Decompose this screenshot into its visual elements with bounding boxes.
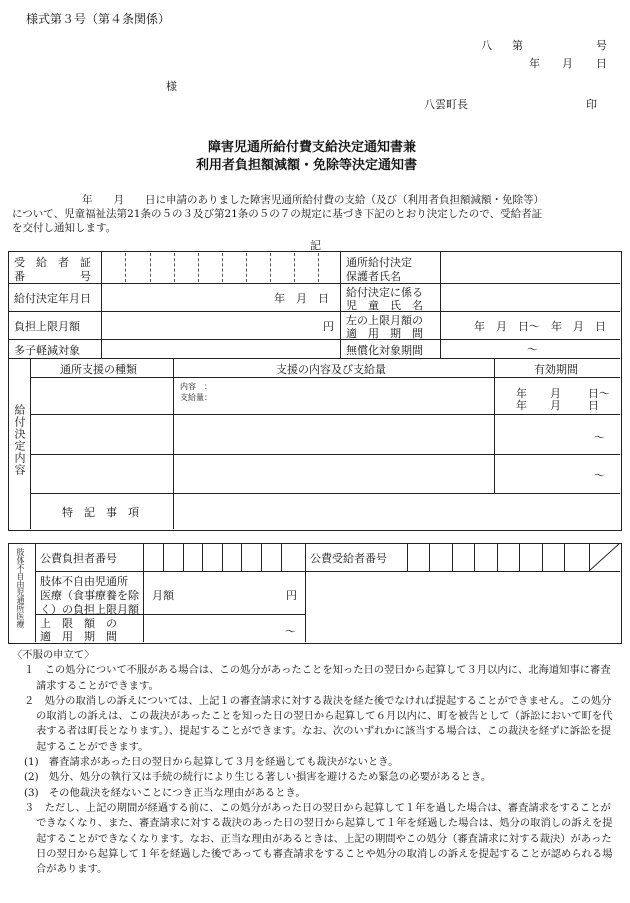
doc-no-mid: 第	[512, 39, 523, 52]
limit-label: 負担上限月額	[14, 320, 80, 333]
note-1: １ この処分について不服がある場合は、この処分があったことを知った日の翌日から起算して３月以内に、北海道知事に審査請求することができます。	[24, 664, 611, 692]
limit-period-label-2: 適 用 期 間	[40, 630, 117, 643]
medical-label-2: 医療（食事療養を除	[40, 589, 139, 602]
valid-tilde-row3: ～	[594, 469, 605, 482]
valid-end-year: 年	[516, 399, 527, 412]
payer-no-label: 公費負担者番号	[40, 552, 117, 565]
form-number: 様式第３号（第４条関係）	[26, 12, 171, 26]
monthly-label: 月額	[152, 589, 174, 602]
issuer-name: 八雲町長	[424, 98, 468, 111]
valid-start-day: 日～	[588, 387, 610, 400]
free-period-value: ～	[527, 343, 538, 356]
note-2: ２ 処分の取消しの訴えについては、上記１の審査請求に対する裁決を経た後でなければ提起することができません。この処分の取消しの訴えは、この裁決があったことを知った日の翌日から起算して６月以内に、町を被告として（訴訟において町を代表する者は町長となります。）、提起することができます。なお、次のいずれかに該当する場合は、この裁決を経ずに訴訟を提起することができます。	[24, 694, 613, 753]
diagonal-slash-icon	[589, 543, 620, 571]
seal-mark: 印	[586, 98, 597, 111]
guardian-label-2: 保護者氏名	[346, 270, 401, 283]
receiver-no-label: 公費受給者番号	[310, 552, 387, 565]
ki-mark: 記	[310, 239, 321, 252]
note-2-1: (1) 審査請求があった日の翌日から起算して３月を経過しても裁決がないとき。	[24, 756, 399, 769]
col-content-header: 支援の内容及び支給量	[276, 363, 386, 376]
period-label-1: 左の上限月額の	[346, 314, 423, 327]
valid-start-month: 月	[550, 387, 561, 400]
valid-tilde-row2: ～	[594, 431, 605, 444]
content-label: 内容 ：	[180, 382, 212, 391]
col-type-header: 通所支援の種類	[60, 363, 137, 376]
objection-notes	[12, 648, 618, 877]
recipient-no-label-2: 番 号	[14, 270, 91, 283]
intro-line1: 年 月 日に申請のありました障害児通所給付費の支給（及び（利用者負担額減額・免除等）	[82, 194, 544, 206]
col-valid-header: 有効期間	[534, 363, 578, 376]
date-month: 月	[562, 57, 573, 70]
multichild-label: 多子軽減対象	[14, 344, 80, 357]
limit-unit: 円	[323, 320, 334, 333]
period-label-2: 適 用 期 間	[346, 327, 423, 340]
valid-start-year: 年	[516, 387, 527, 400]
title-line2: 利用者負担額減額・免除等決定通知書	[196, 158, 418, 173]
guardian-label-1: 通所給付決定	[346, 256, 412, 269]
decision-content-side-label: 給付決定内容	[13, 404, 26, 476]
child-label-1: 給付決定に係る	[346, 286, 423, 299]
title-line1: 障害児通所給付費支給決定通知書兼	[208, 140, 417, 155]
date-year: 年	[529, 57, 540, 70]
medical-side-label: 肢体不自由児通所医療	[16, 548, 25, 628]
note-2-2: (2) 処分、処分の執行又は手続の続行により生じる著しい損害を避けるため緊急の必要があるとき。	[24, 771, 492, 784]
doc-no-suffix: 号	[596, 39, 607, 52]
decision-date-value: 年 月 日	[274, 292, 329, 305]
free-period-label: 無償化対象期間	[346, 344, 423, 357]
limit-period-label-1: 上 限 額 の	[40, 617, 117, 630]
child-label-2: 児 童 氏 名	[346, 299, 423, 312]
limit-period-tilde: ～	[285, 625, 296, 638]
note-3: ３ ただし、上記の期間が経過する前に、この処分があった日の翌日から起算して１年を過した場合は、審査請求をすることができなくなり、また、審査請求に対する裁決のあった日の翌日から起算して１年を経過した場合は、処分の取消しの訴えを提起することができなくなります。なお、正当な理由があるときは、上記の期間やこの処分（審査請求に対する裁決）があった日の翌日から起算して１年を経過した後であっても審査請求をすることや処分の取消しの訴えを提起することが認められる場合があります。	[24, 801, 613, 876]
valid-end-month: 月	[550, 399, 561, 412]
note-2-3: (3) その他裁決を経ないことにつき正当な理由があるとき。	[24, 786, 306, 799]
period-value: 年 月 日～ 年 月 日	[474, 320, 606, 333]
doc-no-prefix: 八	[481, 39, 492, 52]
medical-label-1: 肢体不自由児通所	[40, 575, 128, 588]
intro-line3: を交付し通知します。	[12, 222, 117, 234]
monthly-unit: 円	[286, 589, 297, 602]
addressee-suffix: 様	[166, 80, 177, 93]
date-day: 日	[596, 57, 607, 70]
special-notes-label: 特 記 事 項	[62, 506, 139, 519]
valid-end-day: 日	[588, 399, 599, 412]
intro-line2: について、児童福祉法第21条の５の３及び第21条の５の７の規定に基づき下記のとおり決定したので、受給者証	[12, 208, 543, 220]
notes-heading: 〈不服の申立て〉	[12, 649, 95, 661]
amount-label: 支給量：	[180, 393, 212, 402]
medical-label-3: く）の負担上限月額	[40, 603, 139, 616]
decision-date-label: 給付決定年月日	[14, 292, 91, 305]
recipient-no-label-1: 受 給 者 証	[14, 256, 91, 269]
